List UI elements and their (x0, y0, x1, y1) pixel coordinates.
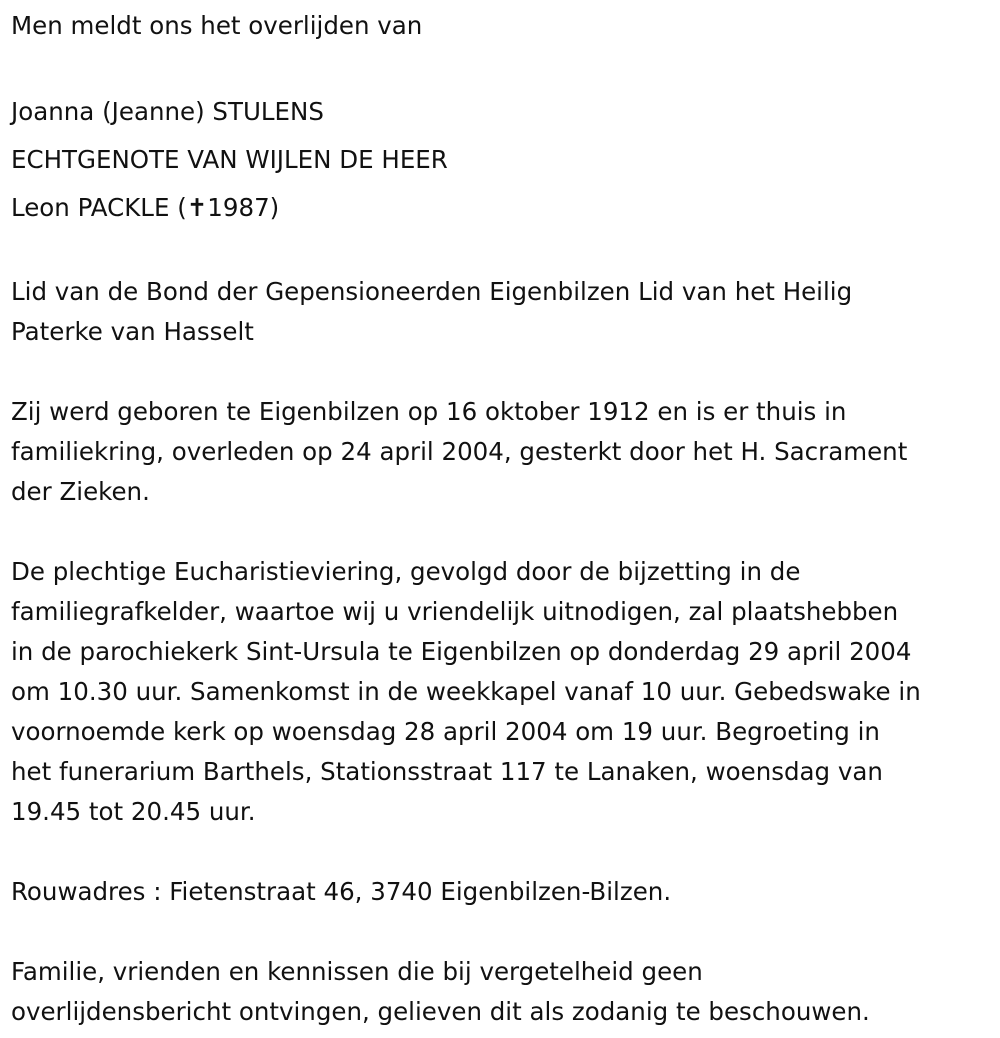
spouse-line: Leon PACKLE (✝1987) (11, 193, 280, 222)
paragraph-line: het funerarium Barthels, Stationsstraat 117 te Lanaken, woensdag van (11, 757, 883, 786)
spacer (11, 48, 996, 88)
paragraph-line: 19.45 tot 20.45 uur. (11, 797, 256, 826)
paragraph-line: Paterke van Hasselt (11, 317, 254, 346)
service-paragraph (11, 552, 996, 832)
deceased-block (11, 88, 996, 232)
paragraph-line: overlijdensbericht ontvingen, gelieven dit als zodanig te beschouwen. (11, 997, 870, 1026)
paragraph-line: der Zieken. (11, 477, 150, 506)
paragraph-line: familiekring, overleden op 24 april 2004, gesterkt door het H. Sacrament (11, 437, 908, 466)
death-notice (11, 4, 996, 1032)
paragraph-line: Lid van de Bond der Gepensioneerden Eigenbilzen Lid van het Heilig (11, 277, 853, 306)
memberships-paragraph (11, 272, 996, 352)
paragraph-line: Zij werd geboren te Eigenbilzen op 16 oktober 1912 en is er thuis in (11, 397, 847, 426)
intro-text: Men meldt ons het overlijden van (11, 11, 423, 40)
spacer (11, 512, 996, 552)
paragraph-line: om 10.30 uur. Samenkomst in de weekkapel vanaf 10 uur. Gebedswake in (11, 677, 921, 706)
relation-line: ECHTGENOTE VAN WIJLEN DE HEER (11, 145, 448, 174)
paragraph-line: De plechtige Eucharistieviering, gevolgd door de bijzetting in de (11, 557, 801, 586)
paragraph-line: familiegrafkelder, waartoe wij u vriendelijk uitnodigen, zal plaatshebben (11, 597, 899, 626)
mourning-address: Rouwadres : Fietenstraat 46, 3740 Eigenbilzen-Bilzen. (11, 877, 672, 906)
spacer (11, 912, 996, 952)
spacer (11, 832, 996, 872)
spacer (11, 232, 996, 272)
paragraph-line: voornoemde kerk op woensdag 28 april 2004 om 19 uur. Begroeting in (11, 717, 880, 746)
deceased-name: Joanna (Jeanne) STULENS (11, 97, 324, 126)
spacer (11, 352, 996, 392)
birth-death-paragraph (11, 392, 996, 512)
closing-paragraph (11, 952, 996, 1032)
paragraph-line: Familie, vrienden en kennissen die bij vergetelheid geen (11, 957, 703, 986)
paragraph-line: in de parochiekerk Sint-Ursula te Eigenbilzen op donderdag 29 april 2004 (11, 637, 912, 666)
